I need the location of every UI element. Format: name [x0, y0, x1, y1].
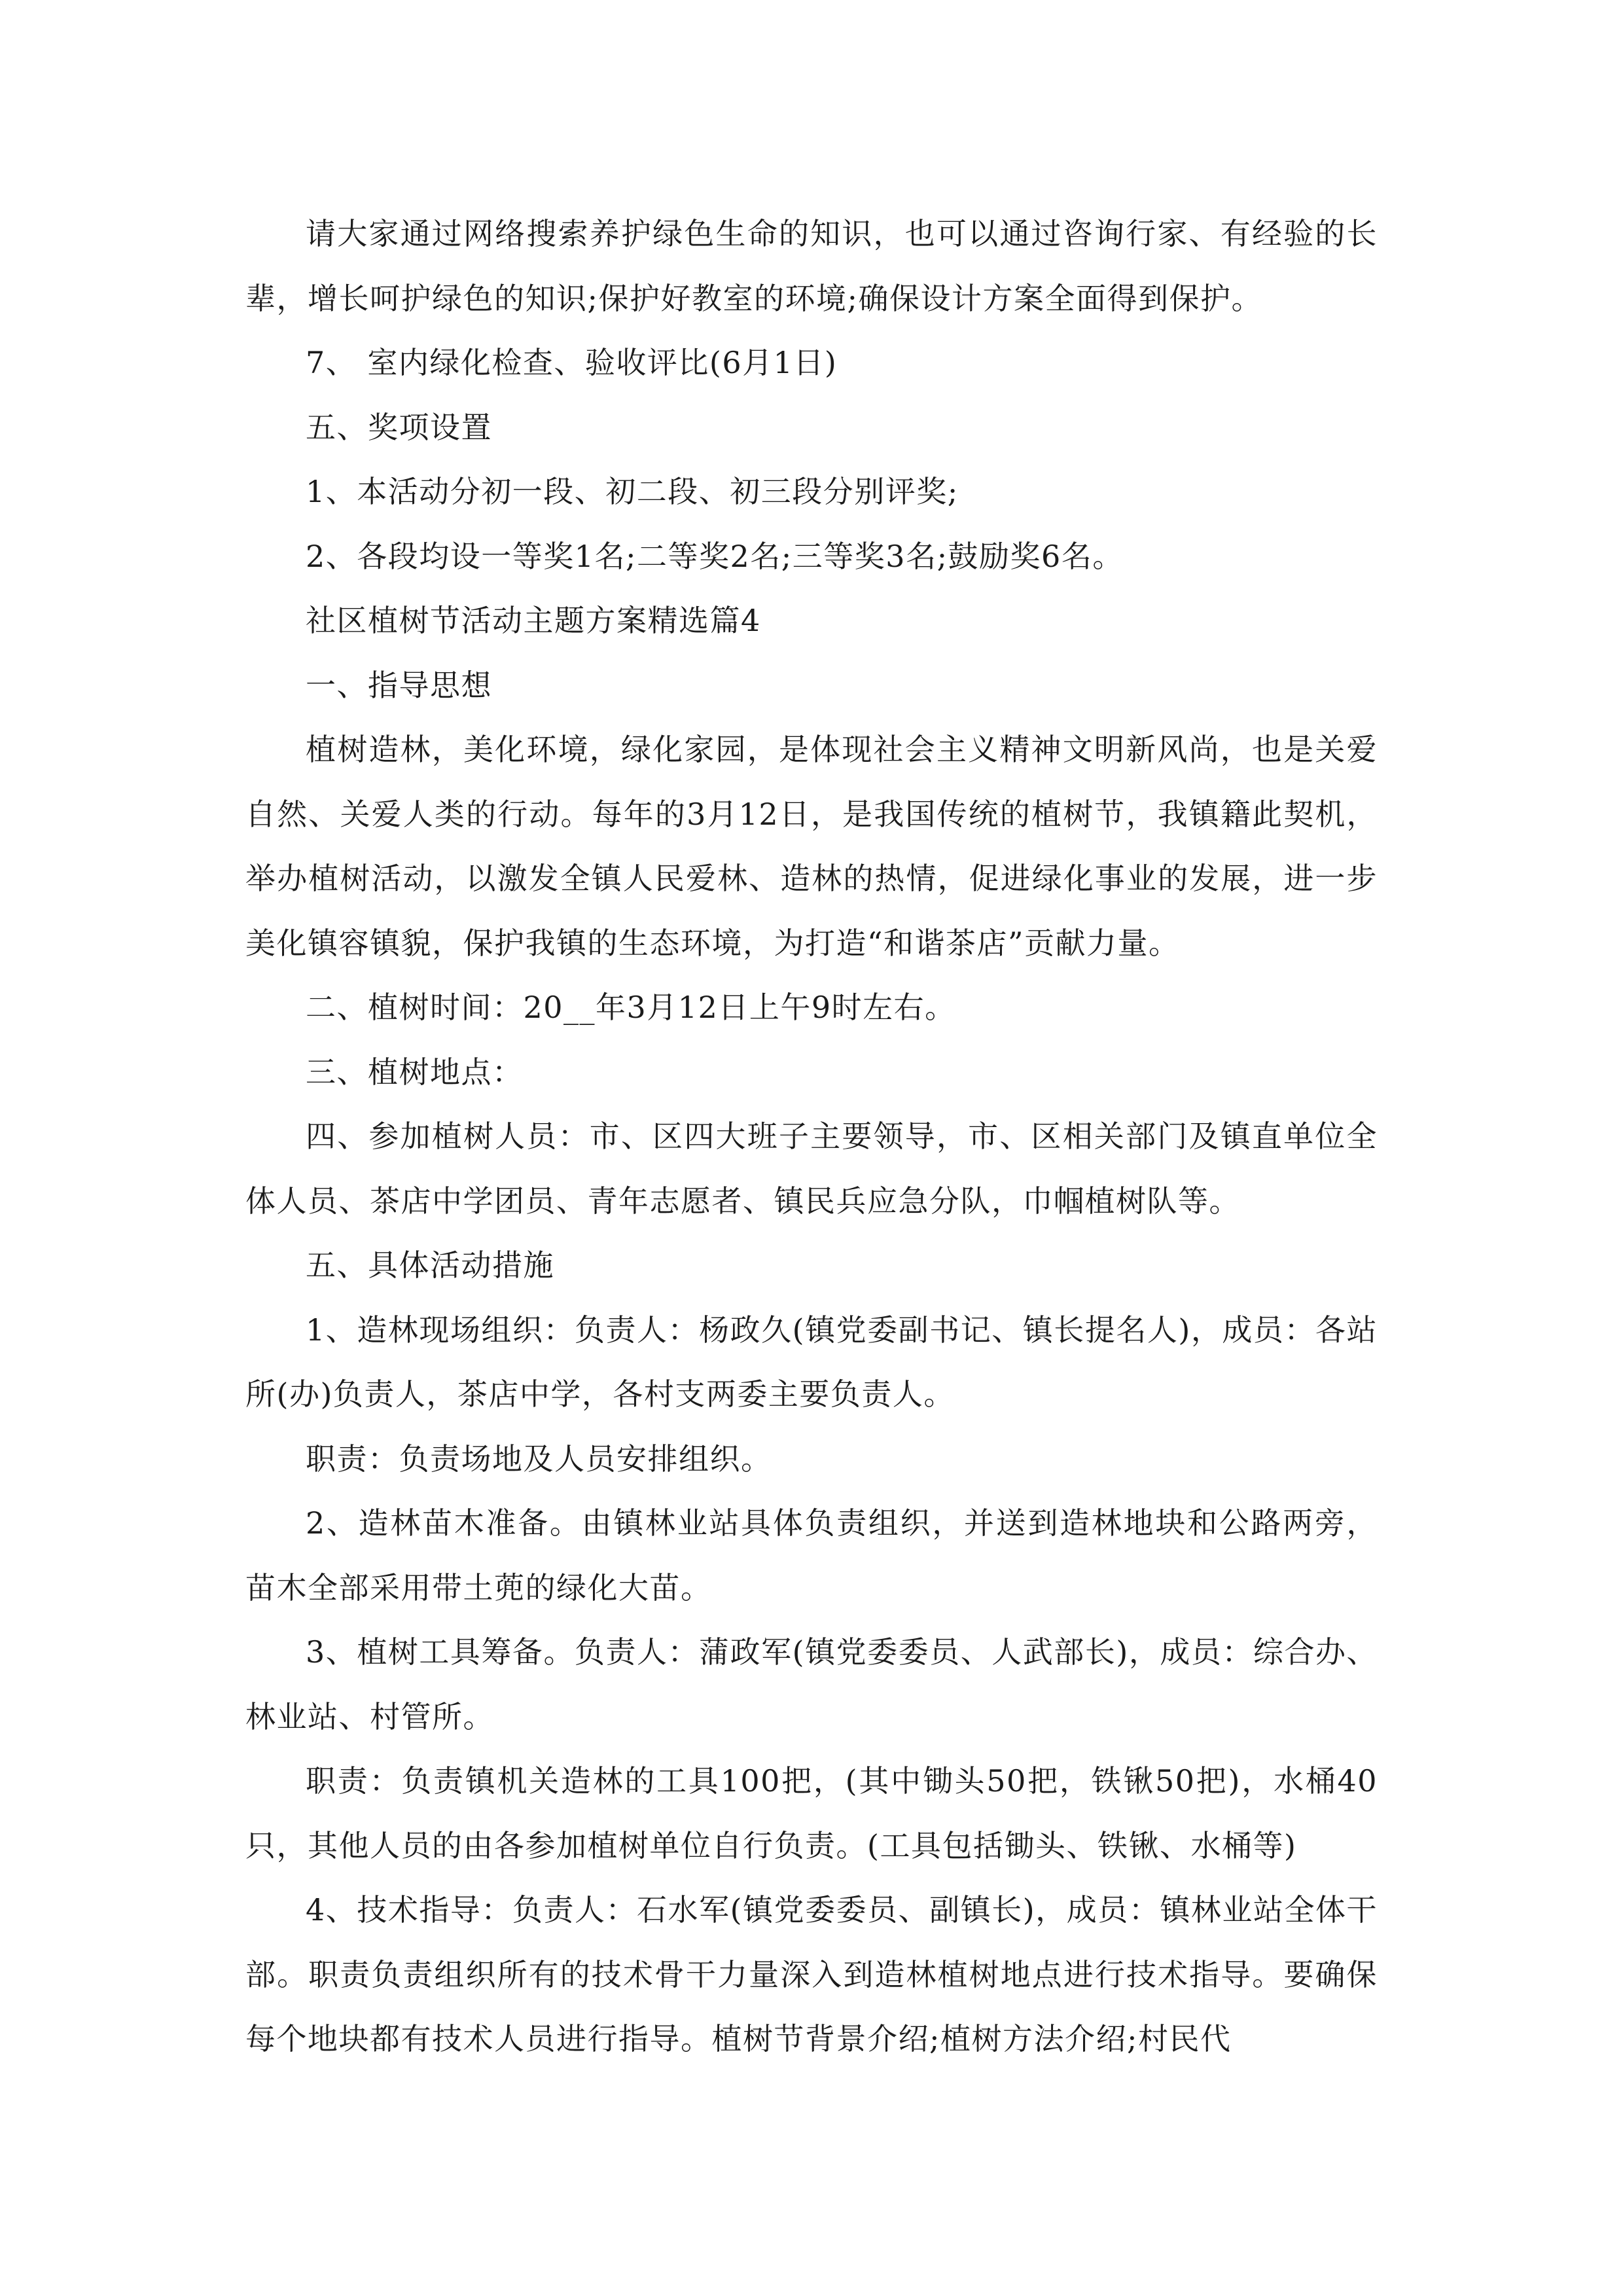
paragraph-seedlings: 2、造林苗木准备。由镇林业站具体负责组织，并送到造林地块和公路两旁，苗木全部采用带土蔸的绿化大苗。 — [245, 1505, 1378, 1605]
paragraph-award-grades: 1、本活动分初一段、初二段、初三段分别评奖; — [306, 474, 959, 509]
document-body — [245, 202, 1378, 2072]
section-title-plan-4: 社区植树节活动主题方案精选篇4 — [306, 603, 761, 638]
paragraph-item-7-inspection: 7、 室内绿化检查、验收评比(6月1日) — [306, 345, 838, 380]
paragraph-knowledge: 请大家通过网络搜索养护绿色生命的知识，也可以通过咨询行家、有经验的长辈，增长呵护绿色的知识;保护好教室的环境;确保设计方案全面得到保护。 — [245, 216, 1378, 316]
paragraph-site-organization: 1、造林现场组织：负责人：杨政久(镇党委副书记、镇长提名人)，成员：各站所(办)负责人，茶店中学，各村支两委主要负责人。 — [245, 1312, 1378, 1412]
paragraph-award-counts: 2、各段均设一等奖1名;二等奖2名;三等奖3名;鼓励奖6名。 — [306, 538, 1124, 574]
paragraph-technical-guidance: 4、技术指导：负责人：石水军(镇党委委员、副镇长)，成员：镇林业站全体干部。职责负责组织所有的技术骨干力量深入到造林植树地点进行技术指导。要确保每个地块都有技术人员进行指导。植树节背景介绍;植树方法介绍;村民代 — [245, 1892, 1378, 2056]
paragraph-planting-location: 三、植树地点： — [306, 1054, 524, 1090]
paragraph-tools: 3、植树工具筹备。负责人：蒲政军(镇党委委员、人武部长)，成员：综合办、林业站、村管所。 — [245, 1634, 1378, 1734]
paragraph-duty-tools: 职责：负责镇机关造林的工具100把，(其中锄头50把，铁锹50把)，水桶40只，其他人员的由各参加植树单位自行负责。(工具包括锄头、铁锹、水桶等) — [245, 1763, 1378, 1863]
heading-guiding-idea: 一、指导思想 — [306, 667, 492, 703]
heading-awards: 五、奖项设置 — [306, 409, 492, 445]
paragraph-planting-time: 二、植树时间：20__年3月12日上午9时左右。 — [306, 990, 956, 1025]
paragraph-duty-site: 职责：负责场地及人员安排组织。 — [306, 1441, 772, 1477]
paragraph-participants: 四、参加植树人员：市、区四大班子主要领导，市、区相关部门及镇直单位全体人员、茶店中学团员、青年志愿者、镇民兵应急分队，巾帼植树队等。 — [245, 1119, 1378, 1219]
heading-measures: 五、具体活动措施 — [306, 1247, 554, 1283]
paragraph-guiding-idea: 植树造林，美化环境，绿化家园，是体现社会主义精神文明新风尚，也是关爱自然、关爱人类的行动。每年的3月12日，是我国传统的植树节，我镇籍此契机，举办植树活动，以激发全镇人民爱林、造林的热情，促进绿化事业的发展，进一步美化镇容镇貌，保护我镇的生态环境，为打造“和谐茶店”贡献力量。 — [245, 732, 1378, 961]
